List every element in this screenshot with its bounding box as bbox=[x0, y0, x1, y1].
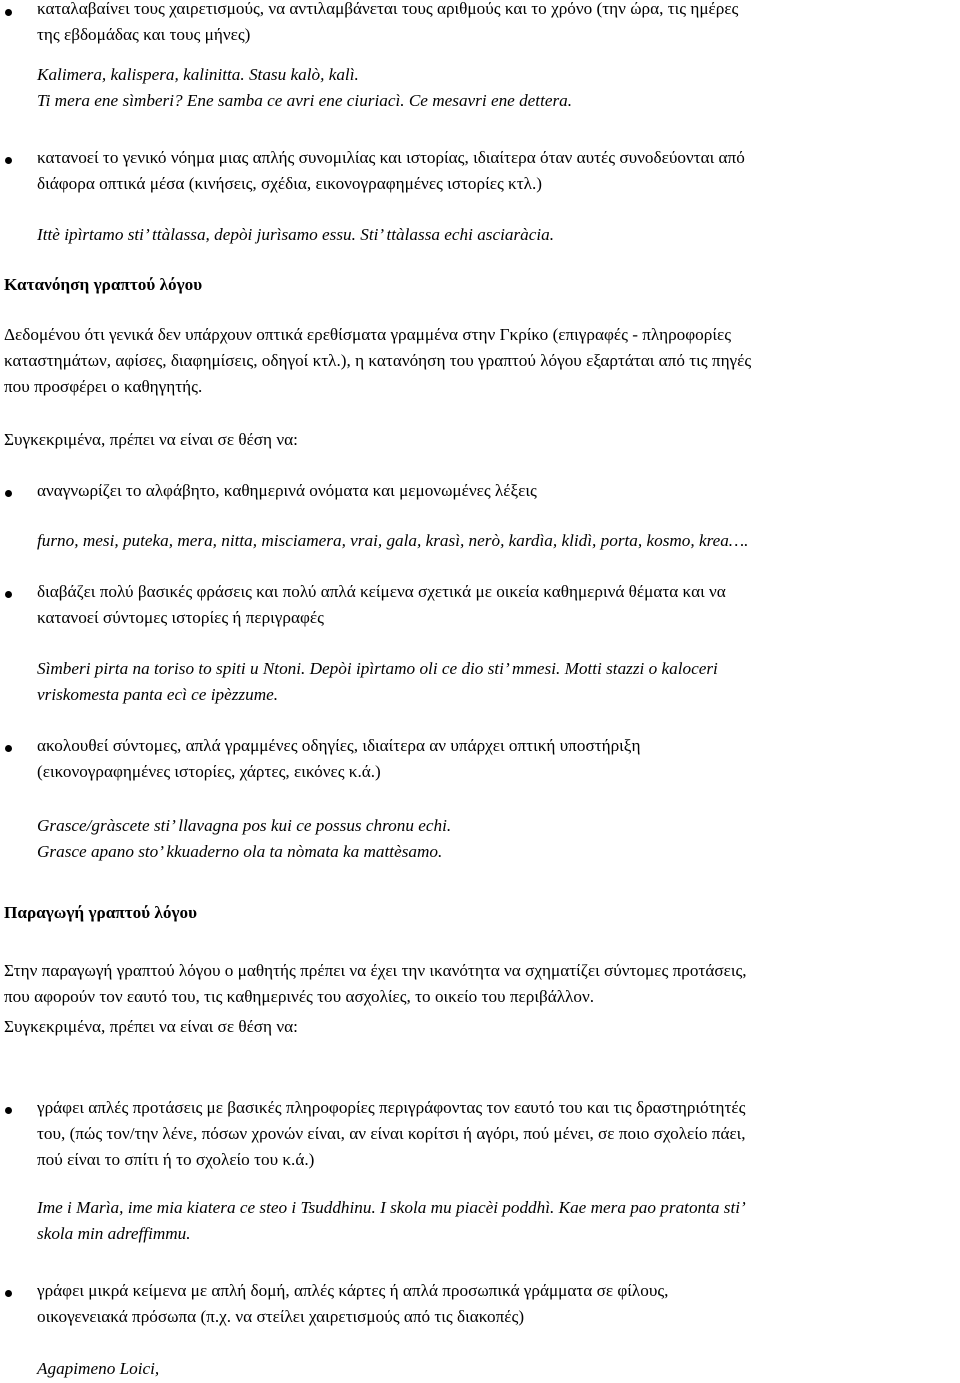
example-line: Agapimeno Loici, bbox=[37, 1359, 160, 1378]
example-line: skola min adreffimmu. bbox=[37, 1224, 191, 1243]
list-item bbox=[37, 579, 960, 631]
bullet-icon bbox=[5, 157, 12, 164]
paragraph bbox=[4, 958, 956, 1010]
paragraph-line: που προσφέρει ο καθηγητής. bbox=[4, 377, 203, 396]
example-line: Kalimera, kalispera, kalinitta. Stasu kalò, kalì. bbox=[37, 65, 359, 84]
example-line: vriskomesta panta ecì ce ipèzzume. bbox=[37, 685, 279, 704]
list-item-line: της εβδομάδας και τους μήνες) bbox=[37, 25, 251, 44]
list-item-line: (εικονογραφημένες ιστορίες, χάρτες, εικόνες κ.ά.) bbox=[37, 762, 381, 781]
list-item bbox=[37, 478, 960, 504]
section-heading: Παραγωγή γραπτού λόγου bbox=[4, 903, 198, 922]
list-item-line: του, (πώς τον/την λένε, πόσων χρονών είναι, αν είναι κορίτσι ή αγόρι, πού μένει, σε ποιο σχολείο πάει, bbox=[37, 1124, 746, 1143]
example-line: furno, mesi, puteka, mera, nitta, misciamera, vrai, gala, krasì, nerò, kardìa, klidì, porta, kosmo, krea…. bbox=[37, 531, 749, 550]
paragraph-line: Δεδομένου ότι γενικά δεν υπάρχουν οπτικά ερεθίσματα γραμμένα στην Γκρίκο (επιγραφές - πληροφορίες bbox=[4, 325, 732, 344]
list-item bbox=[37, 733, 960, 785]
list-item-line: γράφει μικρά κείμενα με απλή δομή, απλές κάρτες ή απλά προσωπικά γράμματα σε φίλους, bbox=[37, 1281, 669, 1300]
bullet-icon bbox=[5, 745, 12, 752]
paragraph: Συγκεκριμένα, πρέπει να είναι σε θέση να: bbox=[4, 1017, 298, 1036]
example-line: Ime i Marìa, ime mia kiatera ce steo i Tsuddhinu. I skola mu piacèi poddhì. Kae mera pao pratonta sti’ bbox=[37, 1198, 746, 1217]
example-line: Ittè ipìrtamo sti’ ttàlassa, depòi jurìsamo essu. Sti’ ttàlassa echi asciaràcia. bbox=[37, 225, 555, 244]
section-heading: Κατανόηση γραπτού λόγου bbox=[4, 275, 203, 294]
paragraph: Συγκεκριμένα, πρέπει να είναι σε θέση να: bbox=[4, 430, 298, 449]
bullet-icon bbox=[5, 9, 12, 16]
list-item bbox=[37, 0, 960, 48]
example-text bbox=[37, 222, 960, 248]
paragraph-line: Στην παραγωγή γραπτού λόγου ο μαθητής πρέπει να έχει την ικανότητα να σχηματίζει σύντομες προτάσεις, bbox=[4, 961, 747, 980]
example-line: Grasce apano sto’ kkuaderno ola ta nòmata ka mattèsamo. bbox=[37, 842, 443, 861]
example-text bbox=[37, 656, 960, 708]
list-item-line: καταλαβαίνει τους χαιρετισμούς, να αντιλαμβάνεται τους αριθμούς και το χρόνο (την ώρα, τις ημέρες bbox=[37, 0, 739, 18]
list-item-line: γράφει απλές προτάσεις με βασικές πληροφορίες περιγράφοντας τον εαυτό του και τις δραστηριότητές bbox=[37, 1098, 746, 1117]
example-text bbox=[37, 528, 960, 554]
example-text bbox=[37, 1356, 960, 1382]
bullet-icon bbox=[5, 1107, 12, 1114]
list-item bbox=[37, 1278, 960, 1330]
list-item-line: αναγνωρίζει το αλφάβητο, καθημερινά ονόματα και μεμονωμένες λέξεις bbox=[37, 481, 537, 500]
example-line: Ti mera ene sìmberi? Ene samba ce avri ene ciuriacì. Ce mesavri ene dettera. bbox=[37, 91, 573, 110]
example-line: Sìmberi pirta na toriso to spiti u Ntoni. Depòi ipìrtamo oli ce dio sti’ mmesi. Motti stazzi o kaloceri bbox=[37, 659, 718, 678]
paragraph-line: καταστημάτων, αφίσες, διαφημίσεις, οδηγοί κτλ.), η κατανόηση του γραπτού λόγου εξαρτάται από τις πηγές bbox=[4, 351, 752, 370]
paragraph-line: που αφορούν τον εαυτό του, τις καθημερινές του ασχολίες, το οικείο του περιβάλλον. bbox=[4, 987, 595, 1006]
paragraph bbox=[4, 322, 956, 400]
bullet-icon bbox=[5, 591, 12, 598]
list-item-line: κατανοεί το γενικό νόημα μιας απλής συνομιλίας και ιστορίας, ιδιαίτερα όταν αυτές συνοδεύονται από bbox=[37, 148, 745, 167]
example-line: Grasce/gràscete sti’ llavagna pos kui ce possus chronu echi. bbox=[37, 816, 452, 835]
list-item bbox=[37, 145, 960, 197]
list-item-line: κατανοεί σύντομες ιστορίες ή περιγραφές bbox=[37, 608, 324, 627]
bullet-icon bbox=[5, 490, 12, 497]
list-item-line: ακολουθεί σύντομες, απλά γραμμένες οδηγίες, ιδιαίτερα αν υπάρχει οπτική υποστήριξη bbox=[37, 736, 641, 755]
example-text bbox=[37, 813, 960, 865]
list-item bbox=[37, 1095, 960, 1173]
example-text bbox=[37, 62, 960, 114]
list-item-line: διάφορα οπτικά μέσα (κινήσεις, σχέδια, εικονογραφημένες ιστορίες κτλ.) bbox=[37, 174, 542, 193]
list-item-line: πού είναι το σπίτι ή το σχολείο του κ.ά.) bbox=[37, 1150, 315, 1169]
list-item-line: οικογενειακά πρόσωπα (π.χ. να στείλει χαιρετισμούς από τις διακοπές) bbox=[37, 1307, 525, 1326]
list-item-line: διαβάζει πολύ βασικές φράσεις και πολύ απλά κείμενα σχετικά με οικεία καθημερινά θέματα και να bbox=[37, 582, 726, 601]
bullet-icon bbox=[5, 1290, 12, 1297]
example-text bbox=[37, 1195, 960, 1247]
